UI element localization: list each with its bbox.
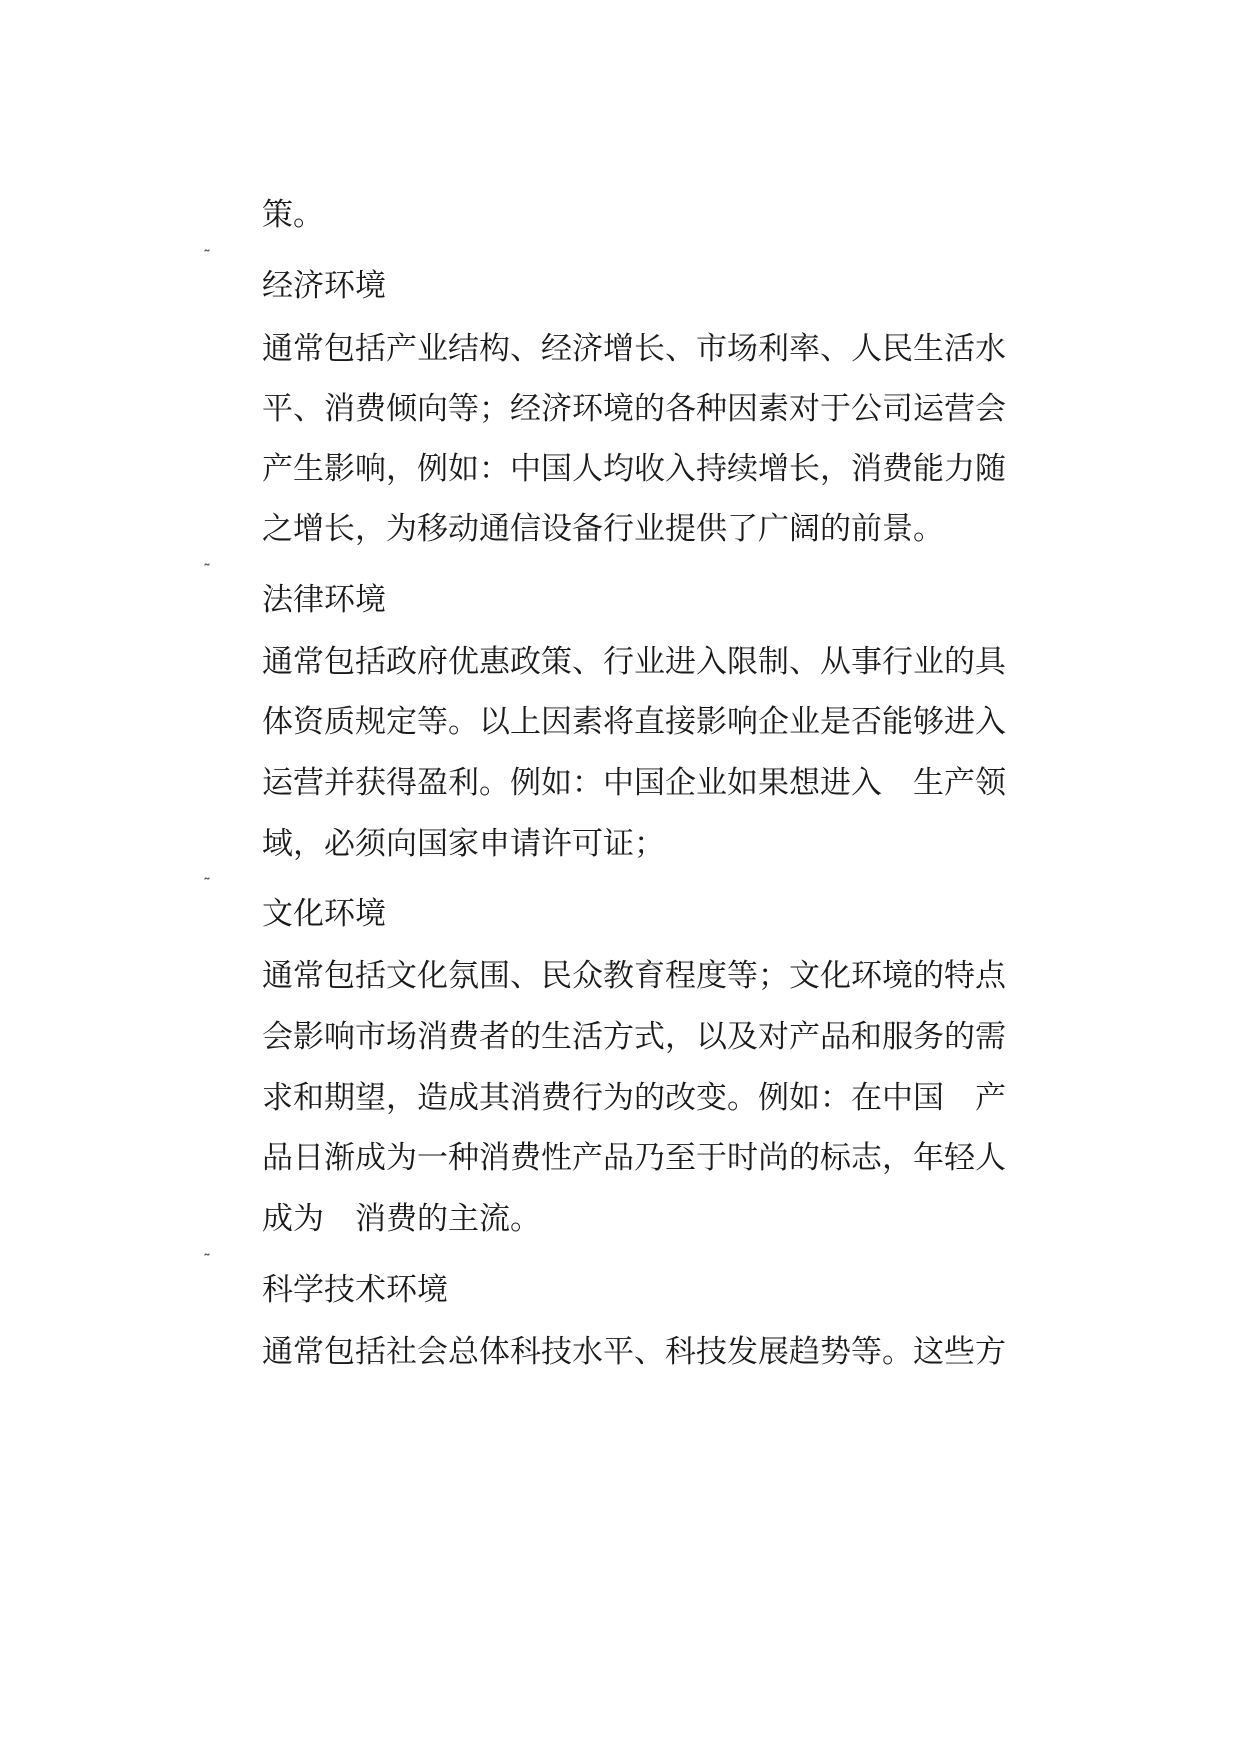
paragraph-line: 策。 bbox=[262, 197, 324, 233]
paragraph-line: 运营并获得盈利。例如：中国企业如果想进入 生产领 bbox=[262, 765, 1006, 801]
section-heading-legal: 法律环境 bbox=[262, 582, 386, 618]
bullet-icon: ˜ bbox=[203, 561, 211, 580]
paragraph-line: 会影响市场消费者的生活方式，以及对产品和服务的需 bbox=[262, 1019, 1006, 1055]
paragraph-line: 求和期望，造成其消费行为的改变。例如：在中国 产 bbox=[262, 1080, 1006, 1116]
paragraph-line: 通常包括政府优惠政策、行业进入限制、从事行业的具 bbox=[262, 644, 1006, 680]
section-heading-technology: 科学技术环境 bbox=[262, 1272, 448, 1308]
paragraph-line: 通常包括产业结构、经济增长、市场利率、人民生活水 bbox=[262, 331, 1006, 367]
bullet-icon: ˜ bbox=[203, 247, 211, 266]
paragraph-line: 通常包括社会总体科技水平、科技发展趋势等。这些方 bbox=[262, 1334, 1006, 1370]
section-heading-economic: 经济环境 bbox=[262, 268, 386, 304]
paragraph-line: 产生影响，例如：中国人均收入持续增长，消费能力随 bbox=[262, 451, 1006, 487]
bullet-icon: ˜ bbox=[203, 875, 211, 894]
paragraph-line: 品日渐成为一种消费性产品乃至于时尚的标志，年轻人 bbox=[262, 1140, 1006, 1176]
paragraph-line: 域，必须向国家申请许可证； bbox=[262, 826, 665, 862]
paragraph-line: 通常包括文化氛围、民众教育程度等；文化环境的特点 bbox=[262, 958, 1006, 994]
paragraph-line: 之增长，为移动通信设备行业提供了广阔的前景。 bbox=[262, 511, 944, 547]
paragraph-line: 成为 消费的主流。 bbox=[262, 1201, 541, 1237]
paragraph-line: 平、消费倾向等；经济环境的各种因素对于公司运营会 bbox=[262, 391, 1006, 427]
paragraph-line: 体资质规定等。以上因素将直接影响企业是否能够进入 bbox=[262, 704, 1006, 740]
section-heading-culture: 文化环境 bbox=[262, 896, 386, 932]
bullet-icon: ˜ bbox=[203, 1251, 211, 1270]
